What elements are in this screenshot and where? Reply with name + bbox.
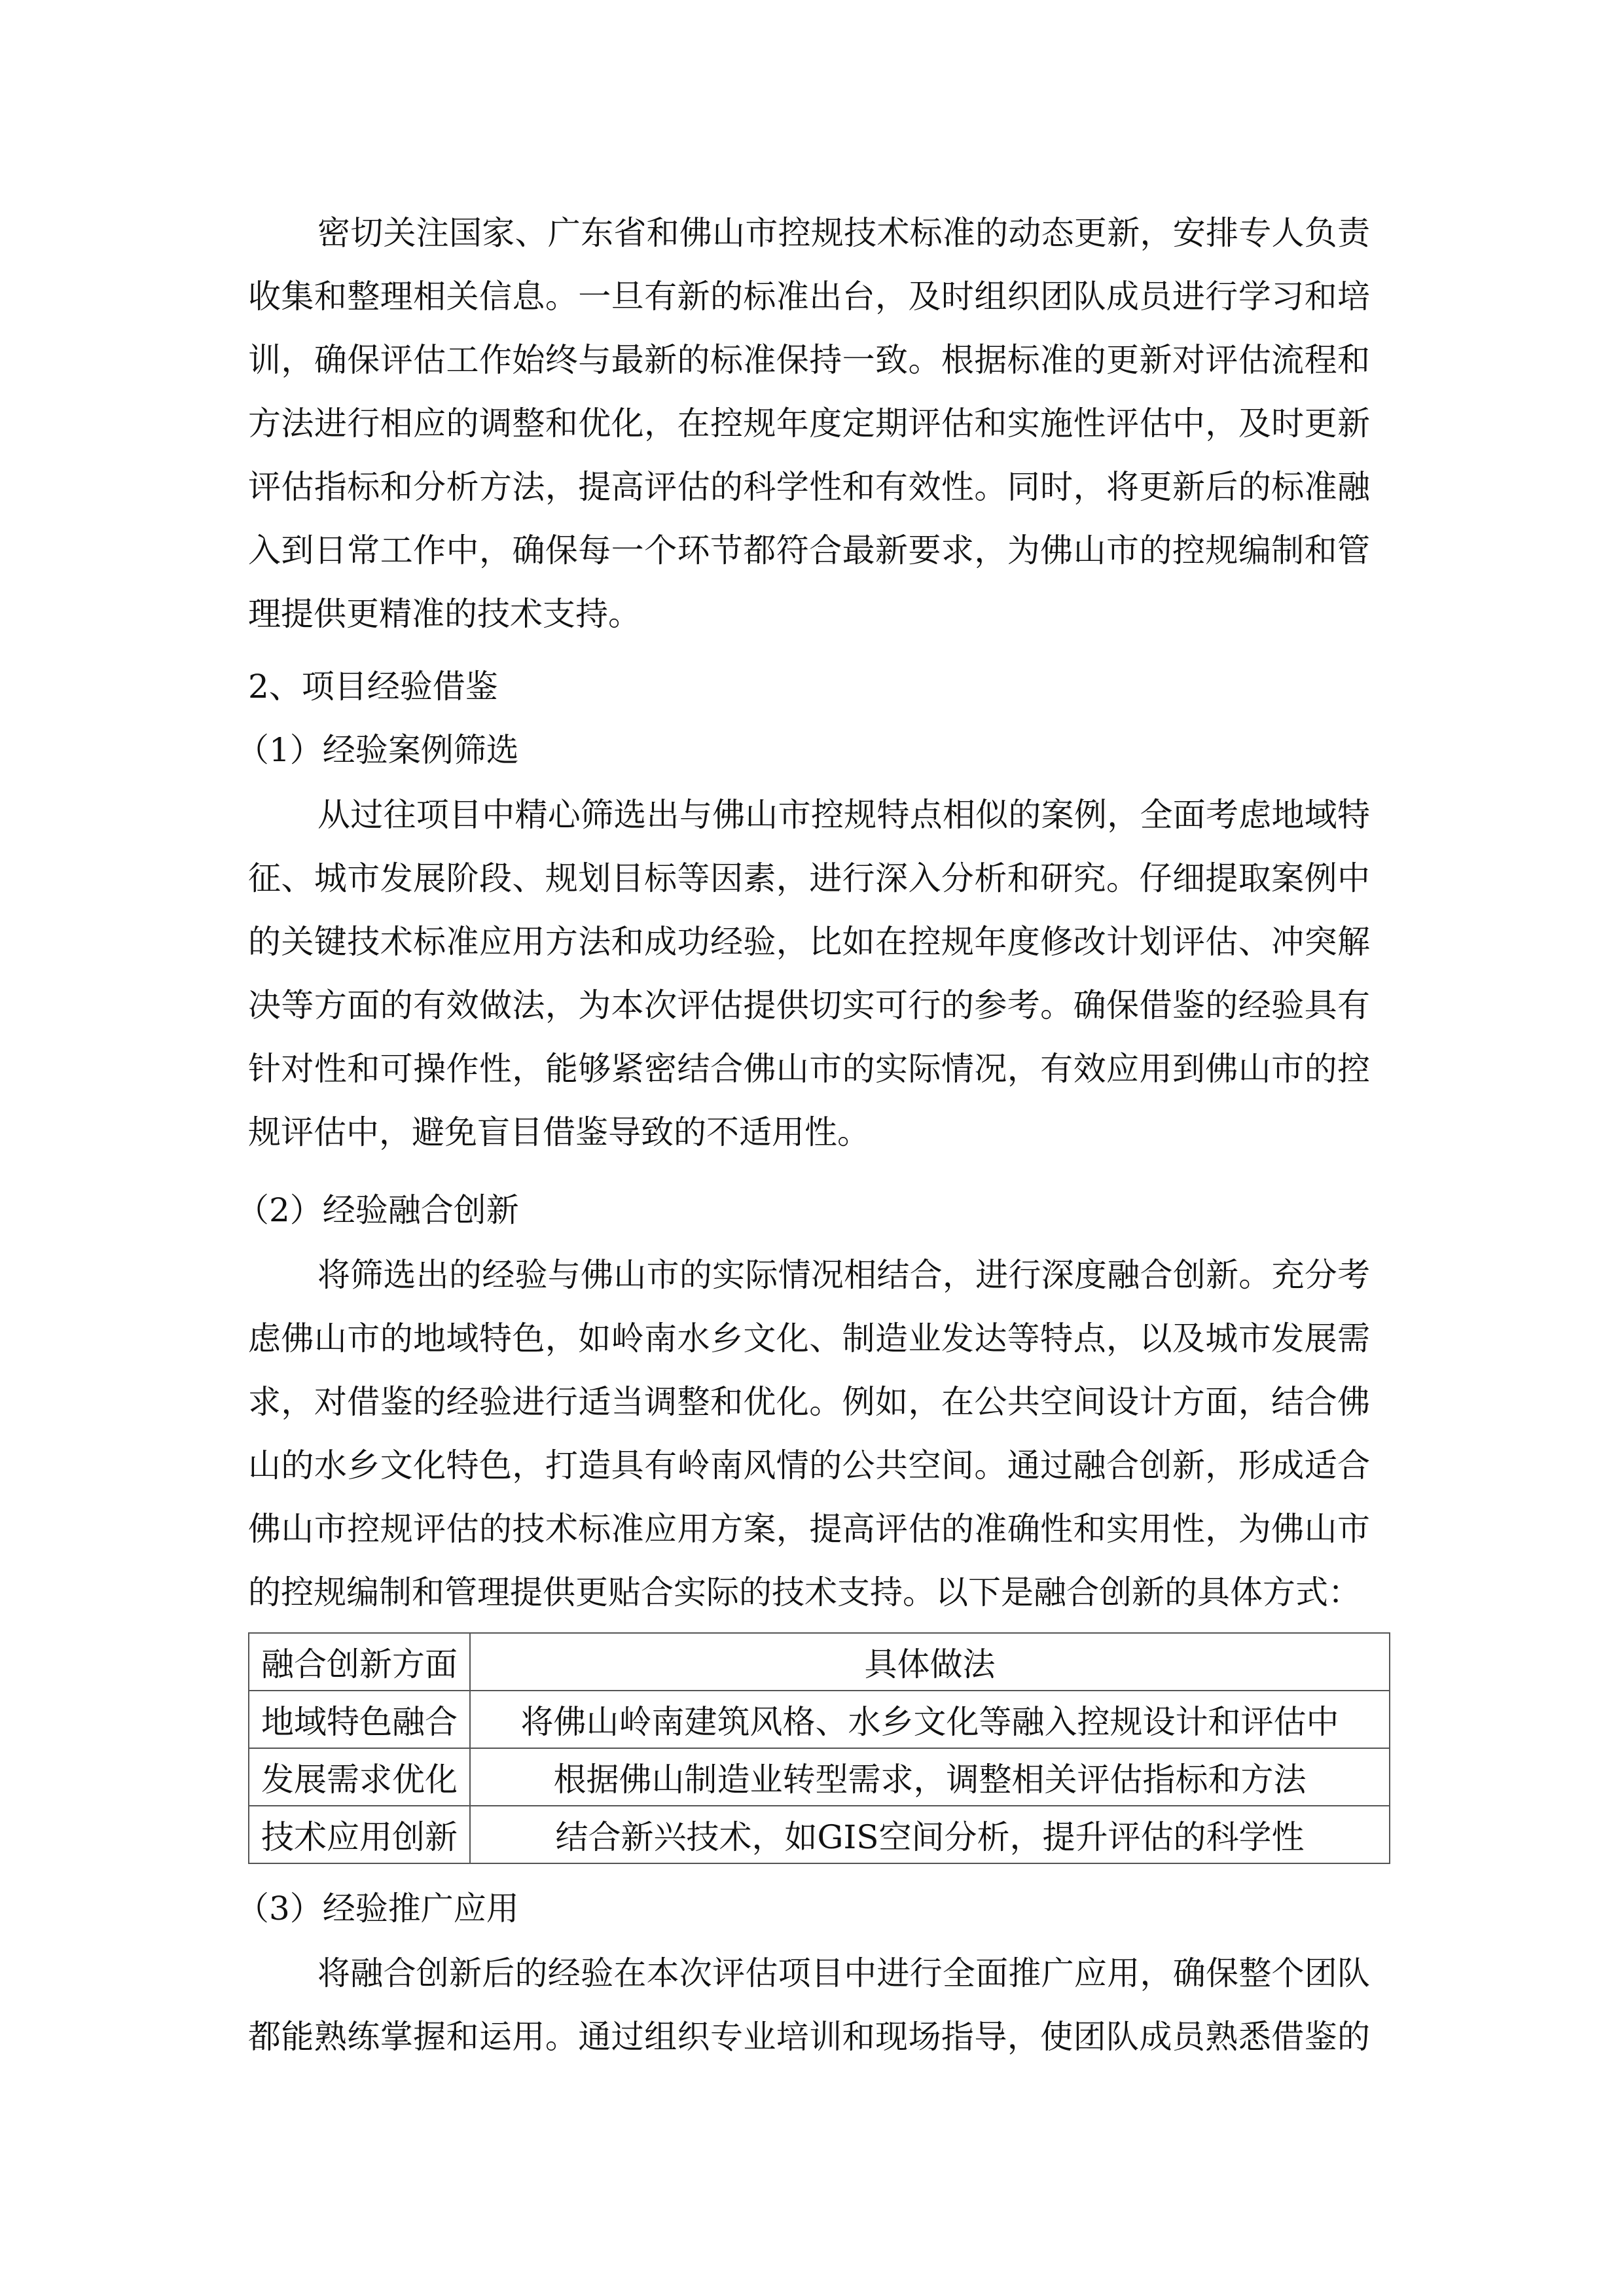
paragraph-line: 规评估中，避免盲目借鉴导致的不适用性。 [248,1113,870,1151]
table-header-cell: 融合创新方面 [249,1633,470,1691]
innovation-table [248,1632,1390,1864]
paragraph-line: 将融合创新后的经验在本次评估项目中进行全面推广应用，确保整个团队 [317,1954,1370,1992]
table-cell: 技术应用创新 [249,1806,470,1863]
table-header-row [249,1633,1390,1691]
paragraph-line: 决等方面的有效做法，为本次评估提供切实可行的参考。确保借鉴的经验具有 [248,986,1370,1024]
table-row [249,1806,1390,1863]
paragraph-line: 山的水乡文化特色，打造具有岭南风情的公共空间。通过融合创新，形成适合 [248,1446,1370,1484]
table-cell: 地域特色融合 [249,1691,470,1748]
paragraph-line: 虑佛山市的地域特色，如岭南水乡文化、制造业发达等特点，以及城市发展需 [248,1319,1370,1357]
paragraph-line: 针对性和可操作性，能够紧密结合佛山市的实际情况，有效应用到佛山市的控 [248,1050,1370,1088]
paragraph-line: 的控规编制和管理提供更贴合实际的技术支持。以下是融合创新的具体方式： [248,1573,1361,1611]
paragraph-line: 征、城市发展阶段、规划目标等因素，进行深入分析和研究。仔细提取案例中 [248,859,1370,897]
paragraph-line: 佛山市控规评估的技术标准应用方案，提高评估的准确性和实用性，为佛山市 [248,1510,1370,1548]
subsection-heading: （3）经验推广应用 [236,1890,519,1928]
paragraph-line: 密切关注国家、广东省和佛山市控规技术标准的动态更新，安排专人负责 [317,214,1370,252]
paragraph-line: 的关键技术标准应用方法和成功经验，比如在控规年度修改计划评估、冲突解 [248,923,1370,961]
section-heading: 2、项目经验借鉴 [248,668,498,706]
table-row [249,1748,1390,1806]
table-cell: 将佛山岭南建筑风格、水乡文化等融入控规设计和评估中 [470,1691,1390,1748]
paragraph-line: 都能熟练掌握和运用。通过组织专业培训和现场指导，使团队成员熟悉借鉴的 [248,2018,1370,2056]
paragraph-line: 从过往项目中精心筛选出与佛山市控规特点相似的案例，全面考虑地域特 [317,796,1370,834]
table-header-cell: 具体做法 [470,1633,1390,1691]
paragraph-line: 方法进行相应的调整和优化，在控规年度定期评估和实施性评估中，及时更新 [248,404,1370,442]
paragraph-line: 理提供更精准的技术支持。 [248,595,641,633]
paragraph-line: 收集和整理相关信息。一旦有新的标准出台，及时组织团队成员进行学习和培 [248,278,1370,315]
subsection-heading: （2）经验融合创新 [236,1191,519,1229]
paragraph-line: 评估指标和分析方法，提高评估的科学性和有效性。同时，将更新后的标准融 [248,468,1370,506]
paragraph-line: 求，对借鉴的经验进行适当调整和优化。例如，在公共空间设计方面，结合佛 [248,1383,1370,1421]
paragraph-line: 训，确保评估工作始终与最新的标准保持一致。根据标准的更新对评估流程和 [248,341,1370,379]
table-cell: 发展需求优化 [249,1748,470,1806]
paragraph-line: 入到日常工作中，确保每一个环节都符合最新要求，为佛山市的控规编制和管 [248,531,1370,569]
table-row [249,1691,1390,1748]
table-cell: 结合新兴技术，如GIS空间分析，提升评估的科学性 [470,1806,1390,1863]
subsection-heading: （1）经验案例筛选 [236,731,519,769]
table-cell: 根据佛山制造业转型需求，调整相关评估指标和方法 [470,1748,1390,1806]
paragraph-line: 将筛选出的经验与佛山市的实际情况相结合，进行深度融合创新。充分考 [317,1256,1370,1294]
